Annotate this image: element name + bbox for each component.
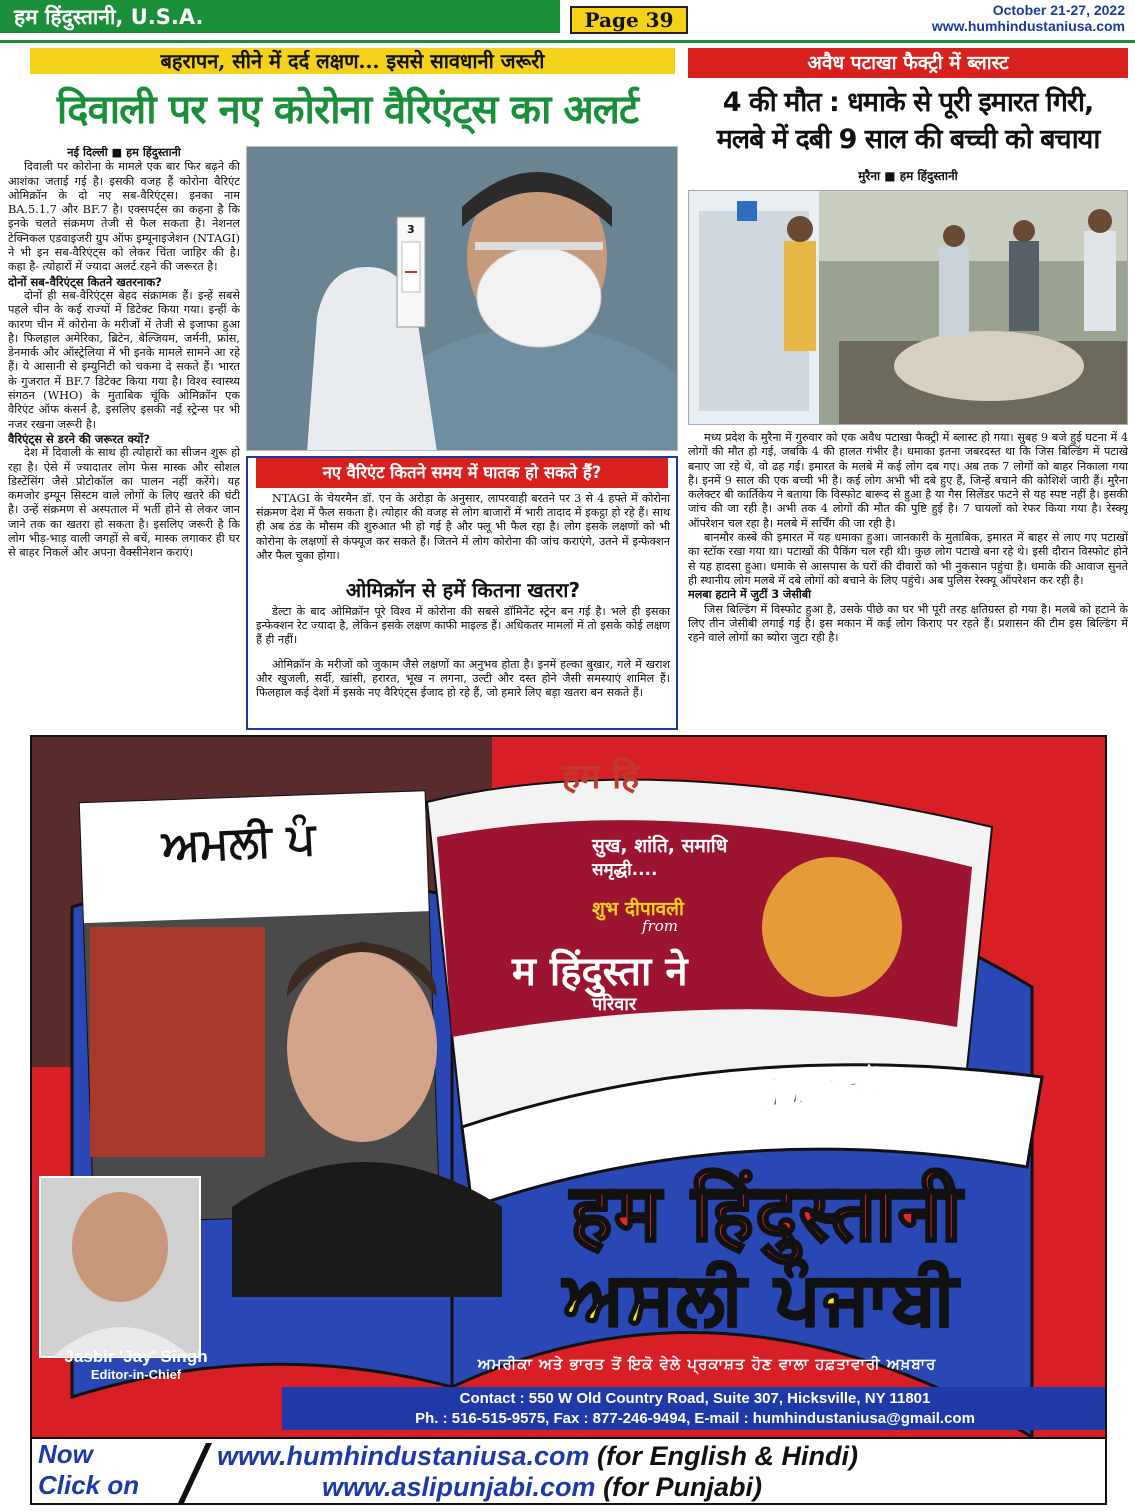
blast-victims-photo bbox=[688, 190, 1128, 425]
greeting-line: म हिंदुस्ता ने bbox=[512, 949, 688, 995]
left-paper-title: ਅਮਲੀ ਪੰ bbox=[160, 813, 317, 872]
story-body bbox=[8, 146, 240, 730]
story-subheading: वैरिएंट्स से डरने की जरूरत क्यों? bbox=[8, 431, 151, 446]
header-rule bbox=[0, 40, 1135, 43]
punjabi-link[interactable] bbox=[322, 1472, 762, 1503]
box-paragraph: डेल्टा के बाद ओमिक्रॉन पूरे विश्व में कोरोना की सबसे डॉमिनेंट स्ट्रेन बन गई है। भले ही इसका इन्फेक्शन रेट ज्यादा है, लेकिन इसके लक्षण काफी माइल्ड हैं। अधिकतर मामलों में तो इसके कोई लक्षण हैं ही नहीं। bbox=[256, 605, 670, 647]
masthead-title: हम हिंदुस्तानी, U.S.A. bbox=[14, 5, 204, 29]
right-story-headline bbox=[688, 84, 1128, 158]
ad-tagline: ਅਮਰੀਕਾ ਅਤੇ ਭਾਰਤ ਤੋਂ ਇਕੋ ਵੇਲੇ ਪ੍ਰਕਾਸ਼ਤ ਹੋਣ ਵਾਲਾ ਹਫ਼ਤਾਵਾਰੀ ਅਖ਼ਬਾਰ bbox=[477, 1355, 937, 1373]
right-story-paragraph: मध्य प्रदेश के मुरैना में गुरुवार को एक अवैध पटाखा फैक्ट्री में ब्लास्ट हो गया। सुबह 9 बजे हुई घटना में 4 लोगों की मौत हो गई, जबकि 4 की हालत गंभीर है। धमाका इतना जबरदस्त था कि जिस बिल्डिंग में पटाखे बनाए जा रहे थे, वो ढह गई। इमारत के मलबे में कई लोग दब गए। अब तक 7 लोगों को बाहर निकाला गया है। इनमें 9 साल की एक बच्ची भी है। कई लोग अभी भी दबे हुए हैं, जिन्हें बचाने की कोशिशें जारी हैं। मुरैना कलेक्टर बी कार्तिकेय ने बताया कि विस्फोट बारूद से हुआ है या गैस सिलेंडर फटने से यह स्पष्ट नहीं है। इसकी जांच की जा रही है। अभी तक 4 लोगों की मौत की पुष्टि हुई है। 7 घायलों को रेफर किया गया है। रेस्क्यू ऑपरेशन चल रहा है। मलबे में सर्चिंग की जा रही है। bbox=[688, 431, 1128, 530]
right-headline-line1: 4 की मौत : धमाके से पूरी इमारत गिरी, bbox=[722, 87, 1094, 118]
greeting-line: from bbox=[642, 917, 678, 935]
story-kicker: बहरापन, सीने में दर्द लक्षण... इससे सावधानी जरूरी bbox=[30, 48, 675, 74]
greeting-line: सुख, शांति, समाधि bbox=[592, 835, 728, 857]
ad-title-hindi: हम हिंदुस्तानी bbox=[570, 1169, 964, 1259]
sidebar-box bbox=[246, 456, 678, 730]
test-label: 3 bbox=[407, 223, 415, 236]
box-heading: नए वैरिएंट कितने समय में घातक हो सकते हैं? bbox=[256, 458, 668, 488]
right-story-paragraph: जिस बिल्डिंग में विस्फोट हुआ है, उसके पीछे का घर भी पूरी तरह क्षतिग्रस्त हो गया है। मलबे को हटाने के लिए तीन जेसीबी लगाई गई है। इस मकान में कई लोग किराए पर रहते हैं। प्रशासन की टीम इस बिल्डिंग में रहने वाले लोगों का ब्योरा जुटा रही है। bbox=[688, 602, 1128, 645]
story-paragraph: दोनों ही सब-वैरिएंट्स बेहद संक्रामक हैं। इन्हें सबसे पहले चीन के कई राज्यों में डिटेक्ट किया गया। इन्हीं के कारण चीन में कोरोना के मरीजों में तेजी से इजाफा हुआ है। फिलहाल अमेरिका, ब्रिटेन, बेल्जियम, जर्मनी, फ्रांस, डेनमार्क और ऑस्ट्रेलिया में भी इनके मामले सामने आ रहे हैं। ये आसानी से इम्युनिटी को चकमा दे सकते हैं। भारत के गुजरात में BF.7 डिटेक्ट किया गया है। विश्व स्वास्थ्य संगठन (WHO) के मुताबिक चूंकि ओमिक्रॉन एक वैरिएंट ऑफ कंसर्न है, इसलिए इसकी नई स्ट्रेन्स पर भी नजर रखना जरूरी है। bbox=[8, 288, 240, 431]
box-paragraph: NTAGI के चेयरमैन डॉ. एन के अरोड़ा के अनुसार, लापरवाही बरतने पर 3 से 4 हफ्ते में कोरोना संक्रमण देश में फैल सकता है। त्योहार की वजह से लोग बाजारों में भारी तादाद में इकट्ठा हो रहे हैं। साथ ही अब ठंड के मौसम की शुरुआत भी हो गई है और फ्लू भी फैल रहा है। लोग इसके लक्षणों को भी कोरोना के लक्षणों से कंफ्यूज कर सकते हैं। जितने में लोग कोरोना की जांच कराएंगे, उतने में इन्फेक्शन और फैल चुका होगा। bbox=[256, 492, 670, 562]
box-subheading: ओमिक्रॉन से हमें कितना खतरा? bbox=[345, 578, 581, 602]
now-label: Now bbox=[38, 1439, 93, 1469]
contact-address: Contact : 550 W Old Country Road, Suite 307, Hicksville, NY 11801 bbox=[459, 1390, 931, 1407]
doctor-test-photo bbox=[246, 146, 678, 451]
link-url[interactable]: www.aslipunjabi.com bbox=[322, 1472, 596, 1502]
doctor-illustration bbox=[247, 147, 678, 451]
contact-bar bbox=[282, 1387, 1107, 1430]
right-story-kicker: अवैध पटाखा फैक्ट्री में ब्लास्ट bbox=[688, 48, 1128, 78]
site-url[interactable]: www.humhindustaniusa.com bbox=[931, 18, 1125, 34]
english-hindi-link[interactable] bbox=[217, 1441, 858, 1472]
right-story-subheading: मलबा हटाने में जुटीं 3 जेसीबी bbox=[688, 588, 812, 602]
link-note: (for Punjabi) bbox=[603, 1472, 763, 1502]
masthead bbox=[0, 0, 560, 33]
greeting-line: परिवार bbox=[592, 994, 637, 1015]
story-dateline: नई दिल्ली ■ हम हिंदुस्तानी bbox=[67, 146, 181, 159]
right-story-body bbox=[688, 431, 1128, 731]
box-paragraph: ओमिक्रॉन के मरीजों को जुकाम जैसे लक्षणों का अनुभव होता है। इनमें हल्का बुखार, गले में खराश और खुजली, सर्दी, खांसी, हरारत, भूख न लगना, उल्टी और दस्त होने जैसी समस्याएं शामिल हैं। फिलहाल कई देशों में इसके नए वैरिएंट्स ईजाद हो रहे हैं, जो हमारे लिए बड़ा खतरा बन सकते हैं। bbox=[256, 658, 670, 700]
story-subheading: दोनों सब-वैरिएंट्स कितने खतरनाक? bbox=[8, 274, 162, 289]
click-bar bbox=[32, 1437, 1107, 1505]
newspaper-advertisement bbox=[30, 735, 1107, 1505]
right-story-dateline: मुरैना ■ हम हिंदुस्तानी bbox=[858, 169, 958, 183]
page-number: Page 39 bbox=[570, 6, 688, 34]
ad-title-punjabi: ਅਸਲੀ ਪੰਜਾਬੀ bbox=[563, 1257, 961, 1339]
link-note: (for English & Hindi) bbox=[597, 1441, 859, 1471]
story-headline: दिवाली पर नए कोरोना वैरिएंट्स का अलर्ट bbox=[56, 87, 639, 133]
blast-scene-illustration bbox=[689, 191, 1128, 425]
editor-name: Jasbir 'Jay' Singh bbox=[64, 1347, 208, 1366]
greeting-line: शुभ दीपावली bbox=[592, 898, 684, 920]
link-url[interactable]: www.humhindustaniusa.com bbox=[217, 1441, 590, 1471]
now-click-on bbox=[38, 1439, 198, 1501]
editor-role: Editor-in-Chief bbox=[90, 1367, 182, 1382]
hamesha-pado: ਹਮੇਸ਼ਾ ਪੜ੍ਹੋ bbox=[750, 1062, 889, 1117]
issue-date: October 21-27, 2022 bbox=[992, 2, 1125, 18]
right-paper-title: हम हि bbox=[562, 757, 640, 797]
contact-phone-email[interactable]: Ph. : 516-515-9575, Fax : 877-246-9494, E-mail : humhindustaniusa@gmail.com bbox=[415, 1410, 975, 1427]
right-headline-line2: मलबे में दबी 9 साल की बच्ची को बचाया bbox=[716, 124, 1100, 155]
right-story-paragraph: बानमौर कस्बे की इमारत में यह धमाका हुआ। जानकारी के मुताबिक, इमारत में बाहर से लाए गए पटाखों का स्टॉक रखा गया था। पटाखों की पैकिंग चल रही थी। कुछ लोग पटाखे बना रहे थे। इसी दौरान विस्फोट होने से यह हादसा हुआ। धमाके से आसपास के घरों की दीवारों को भी नुकसान पहुंचा है। धमाके की आवाज सुनते ही स्थानीय लोग मलबे में दबे लोगों को बचाने के लिए पहुंचे। अब पुलिस रेस्क्यू ऑपरेशन कर रही है। bbox=[688, 531, 1128, 587]
click-on-label: Click on bbox=[38, 1470, 140, 1500]
story-paragraph: देश में दिवाली के साथ ही त्योहारों का सीजन शुरू हो रहा है। ऐसे में ज्यादातर लोग फेस मास्क और सोशल डिस्टेंसिंग जैसे प्रोटोकॉल का पालन नहीं करेंगे। यह कमजोर इम्यून सिस्टम वाले लोगों के लिए खतरे की घंटी है। उन्हें संक्रमण से अस्पताल में भर्ती होने से लेकर जान जाने तक का खतरा हो सकता है। इसलिए जरूरी है कि लोग भीड़-भाड़ वाली जगहों से बचें, मास्क लगाकर ही घर से बाहर निकलें और अपना वैक्सीनेशन कराएं। bbox=[8, 446, 240, 560]
greeting-line: समृद्धी.... bbox=[592, 860, 658, 880]
story-paragraph: दिवाली पर कोरोना के मामले एक बार फिर बढ़ने की आशंका जताई गई है। इसकी वजह हैं कोरोना वैरिएंट ओमिक्रॉन के दो नए सब-वैरिएंट्स। इनका नाम BA.5.1.7 और BF.7 है। एक्सपर्ट्स का कहना है कि इनके चलते संक्रमण तेजी से फैल सकता है। नेशनल टेक्निकल एडवाइजरी ग्रुप ऑफ इम्यूनाइजेशन (NTAGI) ने भी इन सब-वैरिएंट्स को लेकर चिंता जाहिर की है। कहा है- त्योहारों में ज्यादा अलर्ट रहने की जरूरत है। bbox=[8, 160, 240, 274]
